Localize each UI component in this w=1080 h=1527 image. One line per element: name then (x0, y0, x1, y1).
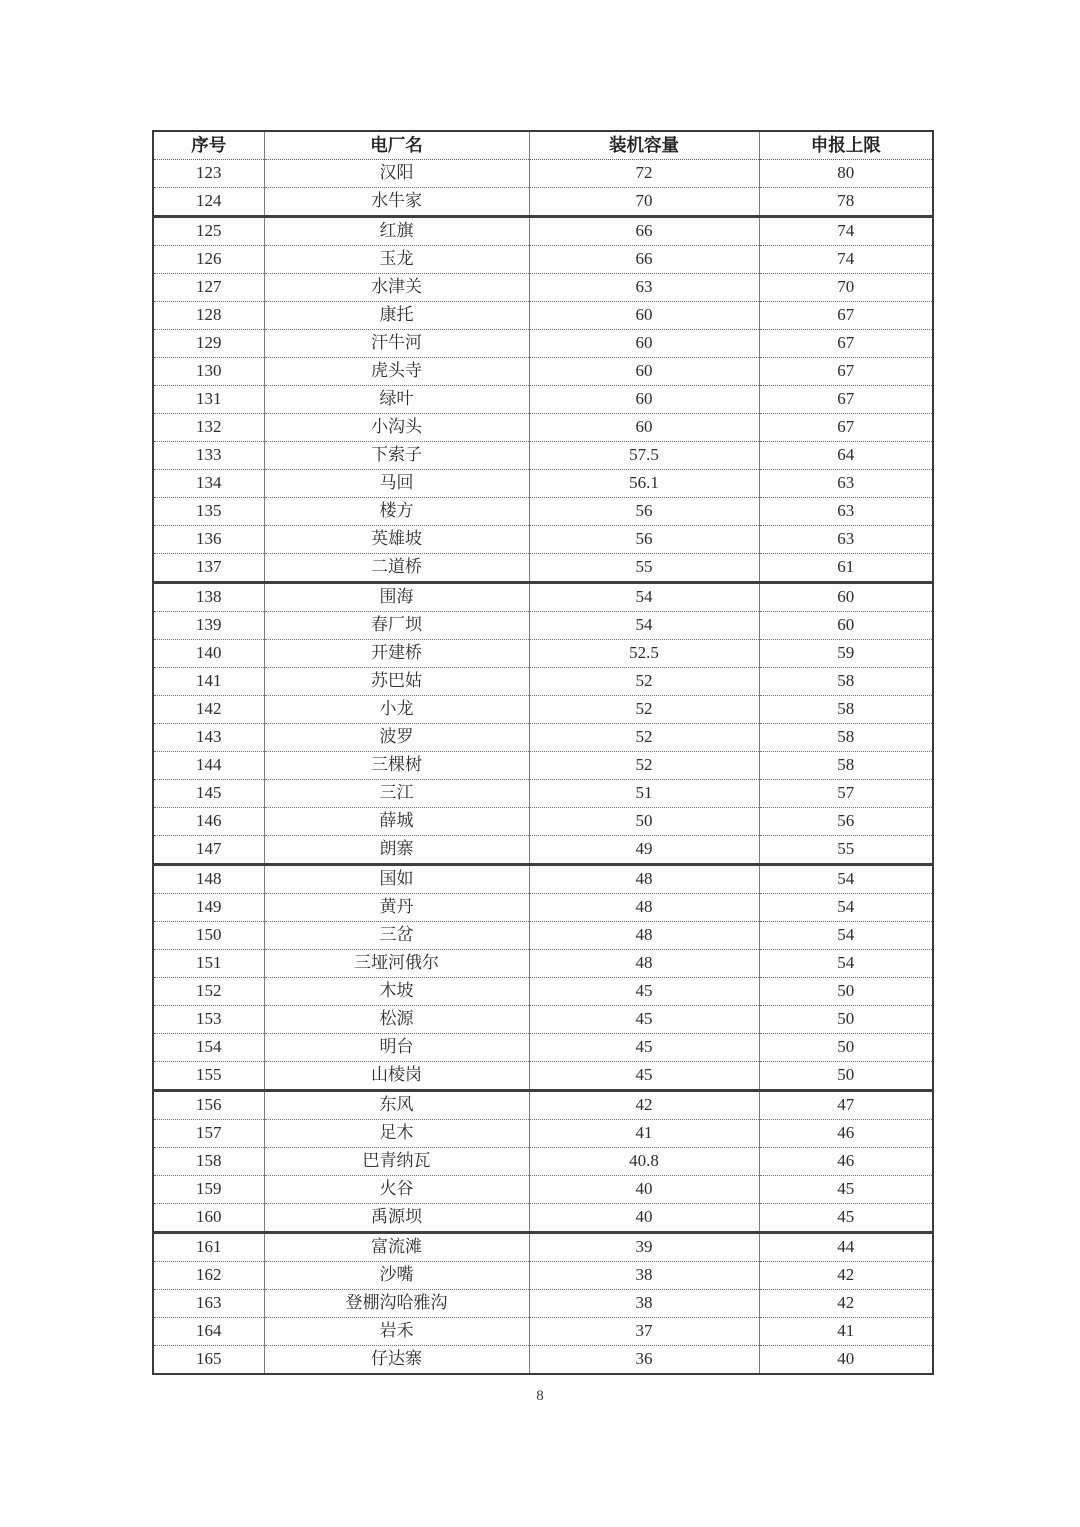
table-row (153, 583, 933, 612)
table-row (153, 1062, 933, 1091)
cell-limit: 63 (759, 526, 933, 554)
cell-plant-name: 水牛家 (264, 188, 529, 217)
cell-serial: 163 (153, 1290, 264, 1318)
cell-plant-name: 松源 (264, 1006, 529, 1034)
cell-limit: 42 (759, 1290, 933, 1318)
cell-plant-name: 波罗 (264, 724, 529, 752)
cell-limit: 70 (759, 274, 933, 302)
cell-capacity: 36 (529, 1346, 759, 1375)
cell-serial: 133 (153, 442, 264, 470)
cell-capacity: 54 (529, 612, 759, 640)
cell-serial: 149 (153, 894, 264, 922)
cell-plant-name: 汗牛河 (264, 330, 529, 358)
cell-plant-name: 富流滩 (264, 1233, 529, 1262)
cell-plant-name: 木坡 (264, 978, 529, 1006)
table-row (153, 554, 933, 583)
cell-serial: 144 (153, 752, 264, 780)
cell-capacity: 63 (529, 274, 759, 302)
cell-serial: 127 (153, 274, 264, 302)
cell-limit: 50 (759, 978, 933, 1006)
cell-plant-name: 仔达寨 (264, 1346, 529, 1375)
cell-plant-name: 朗寨 (264, 836, 529, 865)
cell-serial: 162 (153, 1262, 264, 1290)
table-row (153, 724, 933, 752)
cell-plant-name: 小龙 (264, 696, 529, 724)
table-row (153, 1346, 933, 1375)
cell-serial: 138 (153, 583, 264, 612)
cell-limit: 63 (759, 498, 933, 526)
cell-limit: 56 (759, 808, 933, 836)
cell-capacity: 56 (529, 526, 759, 554)
cell-serial: 136 (153, 526, 264, 554)
header-plant-name: 电厂名 (264, 131, 529, 160)
cell-plant-name: 苏巴姑 (264, 668, 529, 696)
cell-serial: 125 (153, 217, 264, 246)
table-row (153, 1318, 933, 1346)
cell-serial: 141 (153, 668, 264, 696)
cell-capacity: 48 (529, 865, 759, 894)
table-row (153, 1120, 933, 1148)
cell-plant-name: 二道桥 (264, 554, 529, 583)
table-row (153, 246, 933, 274)
cell-serial: 156 (153, 1091, 264, 1120)
cell-limit: 58 (759, 724, 933, 752)
cell-plant-name: 英雄坡 (264, 526, 529, 554)
cell-limit: 67 (759, 414, 933, 442)
cell-plant-name: 沙嘴 (264, 1262, 529, 1290)
cell-serial: 152 (153, 978, 264, 1006)
table-row (153, 922, 933, 950)
cell-capacity: 50 (529, 808, 759, 836)
cell-serial: 123 (153, 160, 264, 188)
cell-capacity: 60 (529, 302, 759, 330)
cell-capacity: 41 (529, 1120, 759, 1148)
cell-limit: 54 (759, 865, 933, 894)
page-number: 8 (536, 1388, 544, 1404)
cell-limit: 44 (759, 1233, 933, 1262)
cell-plant-name: 围海 (264, 583, 529, 612)
cell-capacity: 42 (529, 1091, 759, 1120)
cell-limit: 55 (759, 836, 933, 865)
cell-limit: 45 (759, 1204, 933, 1233)
table-row (153, 1204, 933, 1233)
cell-capacity: 52 (529, 696, 759, 724)
table-body (153, 160, 933, 1375)
header-serial: 序号 (153, 131, 264, 160)
cell-plant-name: 汉阳 (264, 160, 529, 188)
cell-plant-name: 绿叶 (264, 386, 529, 414)
cell-plant-name: 黄丹 (264, 894, 529, 922)
table-row (153, 1233, 933, 1262)
cell-limit: 67 (759, 302, 933, 330)
cell-capacity: 38 (529, 1290, 759, 1318)
cell-serial: 153 (153, 1006, 264, 1034)
cell-serial: 129 (153, 330, 264, 358)
table-row (153, 668, 933, 696)
table-row (153, 414, 933, 442)
cell-serial: 155 (153, 1062, 264, 1091)
cell-capacity: 48 (529, 922, 759, 950)
table-row (153, 442, 933, 470)
cell-plant-name: 三棵树 (264, 752, 529, 780)
table-row (153, 950, 933, 978)
cell-capacity: 56 (529, 498, 759, 526)
cell-limit: 67 (759, 358, 933, 386)
cell-limit: 59 (759, 640, 933, 668)
cell-serial: 124 (153, 188, 264, 217)
cell-serial: 146 (153, 808, 264, 836)
cell-limit: 58 (759, 668, 933, 696)
cell-plant-name: 山棱岗 (264, 1062, 529, 1091)
header-limit: 申报上限 (759, 131, 933, 160)
cell-capacity: 45 (529, 1006, 759, 1034)
cell-plant-name: 玉龙 (264, 246, 529, 274)
cell-limit: 42 (759, 1262, 933, 1290)
cell-capacity: 66 (529, 246, 759, 274)
cell-capacity: 40 (529, 1176, 759, 1204)
cell-limit: 63 (759, 470, 933, 498)
table-row (153, 1148, 933, 1176)
cell-plant-name: 足木 (264, 1120, 529, 1148)
cell-plant-name: 小沟头 (264, 414, 529, 442)
cell-limit: 50 (759, 1062, 933, 1091)
cell-limit: 46 (759, 1120, 933, 1148)
cell-capacity: 60 (529, 358, 759, 386)
cell-serial: 151 (153, 950, 264, 978)
cell-limit: 67 (759, 386, 933, 414)
table-row (153, 1262, 933, 1290)
cell-limit: 58 (759, 752, 933, 780)
cell-serial: 165 (153, 1346, 264, 1375)
cell-plant-name: 火谷 (264, 1176, 529, 1204)
cell-limit: 64 (759, 442, 933, 470)
cell-capacity: 38 (529, 1262, 759, 1290)
cell-capacity: 60 (529, 330, 759, 358)
table-row (153, 894, 933, 922)
table-row (153, 1034, 933, 1062)
cell-limit: 54 (759, 922, 933, 950)
table-row (153, 217, 933, 246)
table-row (153, 470, 933, 498)
cell-limit: 74 (759, 217, 933, 246)
cell-capacity: 72 (529, 160, 759, 188)
cell-capacity: 51 (529, 780, 759, 808)
cell-capacity: 52 (529, 752, 759, 780)
table-row (153, 302, 933, 330)
cell-plant-name: 禹源坝 (264, 1204, 529, 1233)
cell-capacity: 39 (529, 1233, 759, 1262)
cell-limit: 60 (759, 612, 933, 640)
table-row (153, 160, 933, 188)
cell-limit: 54 (759, 950, 933, 978)
table-row (153, 526, 933, 554)
cell-limit: 80 (759, 160, 933, 188)
cell-capacity: 45 (529, 978, 759, 1006)
cell-capacity: 40.8 (529, 1148, 759, 1176)
cell-serial: 130 (153, 358, 264, 386)
cell-capacity: 45 (529, 1034, 759, 1062)
table-row (153, 780, 933, 808)
cell-serial: 145 (153, 780, 264, 808)
cell-capacity: 48 (529, 894, 759, 922)
table-row (153, 808, 933, 836)
cell-capacity: 66 (529, 217, 759, 246)
table-row (153, 1176, 933, 1204)
cell-serial: 143 (153, 724, 264, 752)
cell-serial: 158 (153, 1148, 264, 1176)
table-row (153, 1290, 933, 1318)
cell-plant-name: 开建桥 (264, 640, 529, 668)
cell-capacity: 52 (529, 668, 759, 696)
cell-serial: 126 (153, 246, 264, 274)
cell-plant-name: 薛城 (264, 808, 529, 836)
cell-plant-name: 虎头寺 (264, 358, 529, 386)
cell-limit: 78 (759, 188, 933, 217)
cell-capacity: 40 (529, 1204, 759, 1233)
cell-capacity: 49 (529, 836, 759, 865)
cell-serial: 150 (153, 922, 264, 950)
table-row (153, 330, 933, 358)
power-plant-table (152, 130, 934, 1375)
table-row (153, 836, 933, 865)
table-row (153, 640, 933, 668)
table-header (153, 131, 933, 160)
cell-plant-name: 国如 (264, 865, 529, 894)
cell-limit: 54 (759, 894, 933, 922)
cell-plant-name: 岩禾 (264, 1318, 529, 1346)
cell-serial: 137 (153, 554, 264, 583)
cell-plant-name: 水津关 (264, 274, 529, 302)
table-row (153, 188, 933, 217)
cell-plant-name: 三江 (264, 780, 529, 808)
cell-capacity: 37 (529, 1318, 759, 1346)
cell-serial: 154 (153, 1034, 264, 1062)
cell-plant-name: 春厂坝 (264, 612, 529, 640)
cell-plant-name: 三岔 (264, 922, 529, 950)
cell-limit: 41 (759, 1318, 933, 1346)
cell-limit: 50 (759, 1006, 933, 1034)
cell-limit: 45 (759, 1176, 933, 1204)
table-row (153, 1091, 933, 1120)
cell-plant-name: 康托 (264, 302, 529, 330)
cell-serial: 135 (153, 498, 264, 526)
table-row (153, 752, 933, 780)
cell-serial: 139 (153, 612, 264, 640)
cell-limit: 46 (759, 1148, 933, 1176)
table-row (153, 1006, 933, 1034)
cell-capacity: 48 (529, 950, 759, 978)
table-row (153, 865, 933, 894)
cell-plant-name: 三垭河俄尔 (264, 950, 529, 978)
table-row (153, 358, 933, 386)
header-row (153, 131, 933, 160)
cell-serial: 132 (153, 414, 264, 442)
cell-serial: 131 (153, 386, 264, 414)
cell-serial: 161 (153, 1233, 264, 1262)
cell-limit: 47 (759, 1091, 933, 1120)
cell-plant-name: 下索子 (264, 442, 529, 470)
cell-capacity: 45 (529, 1062, 759, 1091)
cell-capacity: 57.5 (529, 442, 759, 470)
cell-serial: 142 (153, 696, 264, 724)
table-row (153, 696, 933, 724)
cell-plant-name: 登棚沟哈雅沟 (264, 1290, 529, 1318)
cell-capacity: 56.1 (529, 470, 759, 498)
cell-capacity: 52 (529, 724, 759, 752)
table-row (153, 978, 933, 1006)
cell-serial: 134 (153, 470, 264, 498)
cell-capacity: 52.5 (529, 640, 759, 668)
cell-serial: 148 (153, 865, 264, 894)
cell-limit: 60 (759, 583, 933, 612)
cell-serial: 147 (153, 836, 264, 865)
cell-plant-name: 东风 (264, 1091, 529, 1120)
table-row (153, 386, 933, 414)
cell-plant-name: 红旗 (264, 217, 529, 246)
table-row (153, 612, 933, 640)
cell-plant-name: 楼方 (264, 498, 529, 526)
cell-plant-name: 马回 (264, 470, 529, 498)
cell-limit: 58 (759, 696, 933, 724)
cell-plant-name: 巴青纳瓦 (264, 1148, 529, 1176)
cell-capacity: 60 (529, 414, 759, 442)
cell-limit: 74 (759, 246, 933, 274)
cell-limit: 40 (759, 1346, 933, 1375)
cell-serial: 140 (153, 640, 264, 668)
cell-serial: 128 (153, 302, 264, 330)
cell-limit: 57 (759, 780, 933, 808)
cell-serial: 160 (153, 1204, 264, 1233)
cell-serial: 159 (153, 1176, 264, 1204)
cell-limit: 67 (759, 330, 933, 358)
header-capacity: 装机容量 (529, 131, 759, 160)
cell-capacity: 55 (529, 554, 759, 583)
table-row (153, 498, 933, 526)
cell-serial: 164 (153, 1318, 264, 1346)
cell-capacity: 70 (529, 188, 759, 217)
cell-capacity: 60 (529, 386, 759, 414)
cell-capacity: 54 (529, 583, 759, 612)
cell-plant-name: 明台 (264, 1034, 529, 1062)
cell-serial: 157 (153, 1120, 264, 1148)
cell-limit: 61 (759, 554, 933, 583)
table-row (153, 274, 933, 302)
cell-limit: 50 (759, 1034, 933, 1062)
